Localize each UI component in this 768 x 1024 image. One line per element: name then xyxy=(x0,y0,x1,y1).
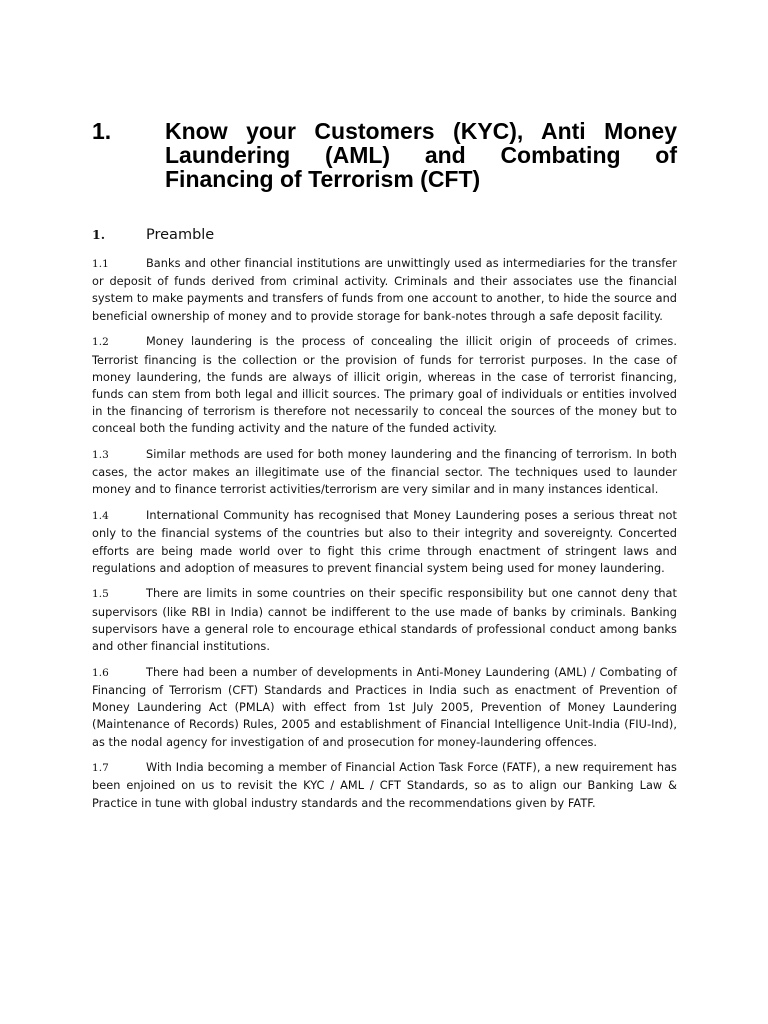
paragraph-number: 1.7 xyxy=(92,762,109,775)
section-title: Preamble xyxy=(146,227,215,243)
paragraph-text: Banks and other financial institutions are unwittingly used as intermediaries for the transfer or deposit of funds derived from criminal activity. Criminals and their associates use the financial system to make payments and transfers of funds from one account to another, to hide the source and beneficial ownership of money and to provide storage for bank-notes through a safe deposit facility. xyxy=(92,257,677,323)
document-title xyxy=(92,119,677,191)
section-number: 1. xyxy=(92,227,106,242)
paragraph xyxy=(92,585,677,655)
paragraph xyxy=(92,759,677,812)
title-text: Know your Customers (KYC), Anti Money Laundering (AML) and Combating of Financing of Terrorism (CFT) xyxy=(165,118,677,192)
paragraph-number: 1.5 xyxy=(92,588,109,601)
paragraph-text: Similar methods are used for both money laundering and the financing of terrorism. In both cases, the actor makes an illegitimate use of the financial sector. The techniques used to launder money and to finance terrorist activities/terrorism are very similar and in many instances identical. xyxy=(92,448,677,497)
paragraph xyxy=(92,507,677,577)
paragraph-number: 1.4 xyxy=(92,510,109,523)
paragraph-text: There are limits in some countries on their specific responsibility but one cannot deny that supervisors (like RBI in India) cannot be indifferent to the use made of banks by criminals. Banking supervisors have a general role to encourage ethical standards of professional conduct among banks and other financial institutions. xyxy=(92,587,677,654)
paragraph-text: Money laundering is the process of concealing the illicit origin of proceeds of crimes. Terrorist financing is the collection or the provision of funds for terrorist purposes. In the case of money laundering, the funds are always of illicit origin, whereas in the case of terrorist financing, funds can stem from both legal and illicit sources. The primary goal of individuals or entities involved in the financing of terrorism is therefore not necessarily to conceal the sources of the money but to conceal both the funding activity and the nature of the funded activity. xyxy=(92,335,677,436)
paragraph-number: 1.1 xyxy=(92,258,109,270)
paragraph xyxy=(92,255,677,325)
paragraph-text: With India becoming a member of Financial Action Task Force (FATF), a new requirement has been enjoined on us to revisit the KYC / AML / CFT Standards, so as to align our Banking Law & Practice in tune with global industry standards and the recommendations given by FATF. xyxy=(92,761,677,810)
paragraph xyxy=(92,664,677,751)
paragraph-number: 1.6 xyxy=(92,666,109,679)
section-heading xyxy=(92,226,677,244)
paragraph xyxy=(92,446,677,499)
paragraph-number: 1.2 xyxy=(92,336,109,349)
title-number: 1. xyxy=(92,118,112,144)
paragraph xyxy=(92,333,677,437)
paragraph-number: 1.3 xyxy=(92,449,109,462)
paragraph-text: There had been a number of developments in Anti-Money Laundering (AML) / Combating of Financing of Terrorism (CFT) Standards and Practices in India such as enactment of Prevention of Money Laundering Act (PMLA) with effect from 1st July 2005, Prevention of Money Laundering (Maintenance of Records) Rules, 2005 and establishment of Financial Intelligence Unit-India (FIU-Ind), as the nodal agency for investigation of and prosecution for money-laundering offences. xyxy=(92,665,677,749)
paragraph-list xyxy=(92,255,677,820)
paragraph-text: International Community has recognised that Money Laundering poses a serious threat not only to the financial systems of the countries but also to their integrity and sovereignty. Concerted efforts are being made world over to fight this crime through enactment of stringent laws and regulations and adoption of measures to prevent financial system being used for money laundering. xyxy=(92,509,677,575)
